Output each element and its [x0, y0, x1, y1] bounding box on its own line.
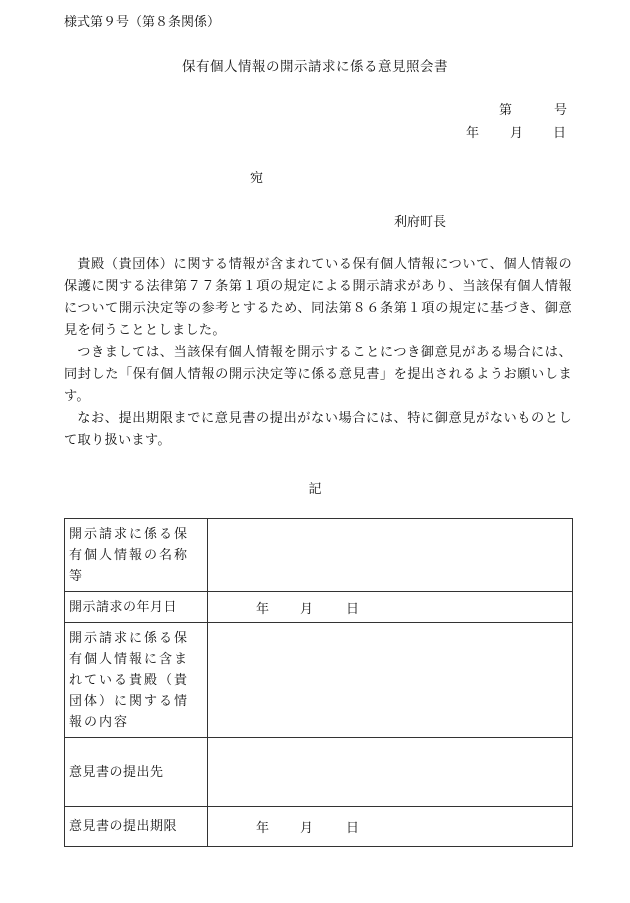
ki-heading: 記 [308, 482, 322, 497]
row-value-deadline[interactable] [208, 807, 573, 847]
body-paragraph-3: なお、提出期限までに意見書の提出がない場合には、特に御意見がないものとして取り扱います。 [64, 411, 572, 448]
document-title: 保有個人情報の開示請求に係る意見照会書 [182, 59, 448, 75]
row-value-request-date[interactable] [208, 592, 573, 623]
row-label-submit-to: 意見書の提出先 [65, 738, 208, 807]
table-row [65, 519, 573, 592]
doc-number-dai: 第 [499, 103, 513, 118]
form-id: 様式第９号（第８条関係） [64, 15, 221, 30]
body-paragraph-2: つきましては、当該保有個人情報を開示することにつき御意見がある場合には、同封した「保有個人情報の開示決定等に係る意見書」を提出されるようお願いします。 [64, 345, 572, 404]
body-text [64, 254, 572, 452]
table-row [65, 592, 573, 623]
request-date-year: 年 [256, 601, 270, 617]
request-date-day: 日 [346, 601, 360, 617]
deadline-day: 日 [346, 821, 360, 836]
request-date-month: 月 [300, 601, 314, 617]
info-table [64, 518, 573, 847]
recipient-ate: 宛 [250, 171, 264, 186]
table-row [65, 738, 573, 807]
table-row [65, 623, 573, 738]
deadline-year: 年 [256, 821, 270, 836]
row-label-info-content: 開示請求に係る保有個人情報に含まれている貴殿（貴団体）に関する情報の内容 [65, 623, 208, 738]
row-label-info-name: 開示請求に係る保有個人情報の名称等 [65, 519, 208, 592]
doc-number-go: 号 [554, 103, 568, 118]
deadline-month: 月 [300, 821, 314, 836]
row-value-info-content[interactable] [208, 623, 573, 738]
row-value-submit-to[interactable] [208, 738, 573, 807]
date-day-label: 日 [553, 126, 567, 141]
date-month-label: 月 [510, 126, 524, 141]
row-value-info-name[interactable] [208, 519, 573, 592]
table-row [65, 807, 573, 847]
date-year-label: 年 [466, 126, 480, 141]
sender-name: 利府町長 [394, 215, 447, 230]
body-paragraph-1: 貴殿（貴団体）に関する情報が含まれている保有個人情報について、個人情報の保護に関する法律第７７条第１項の規定による開示請求があり、当該保有個人情報について開示決定等の参考とするため、同法第８６条第１項の規定に基づき、御意見を伺うこととしました。 [64, 257, 572, 338]
row-label-deadline: 意見書の提出期限 [65, 807, 208, 847]
row-label-request-date: 開示請求の年月日 [65, 592, 208, 623]
